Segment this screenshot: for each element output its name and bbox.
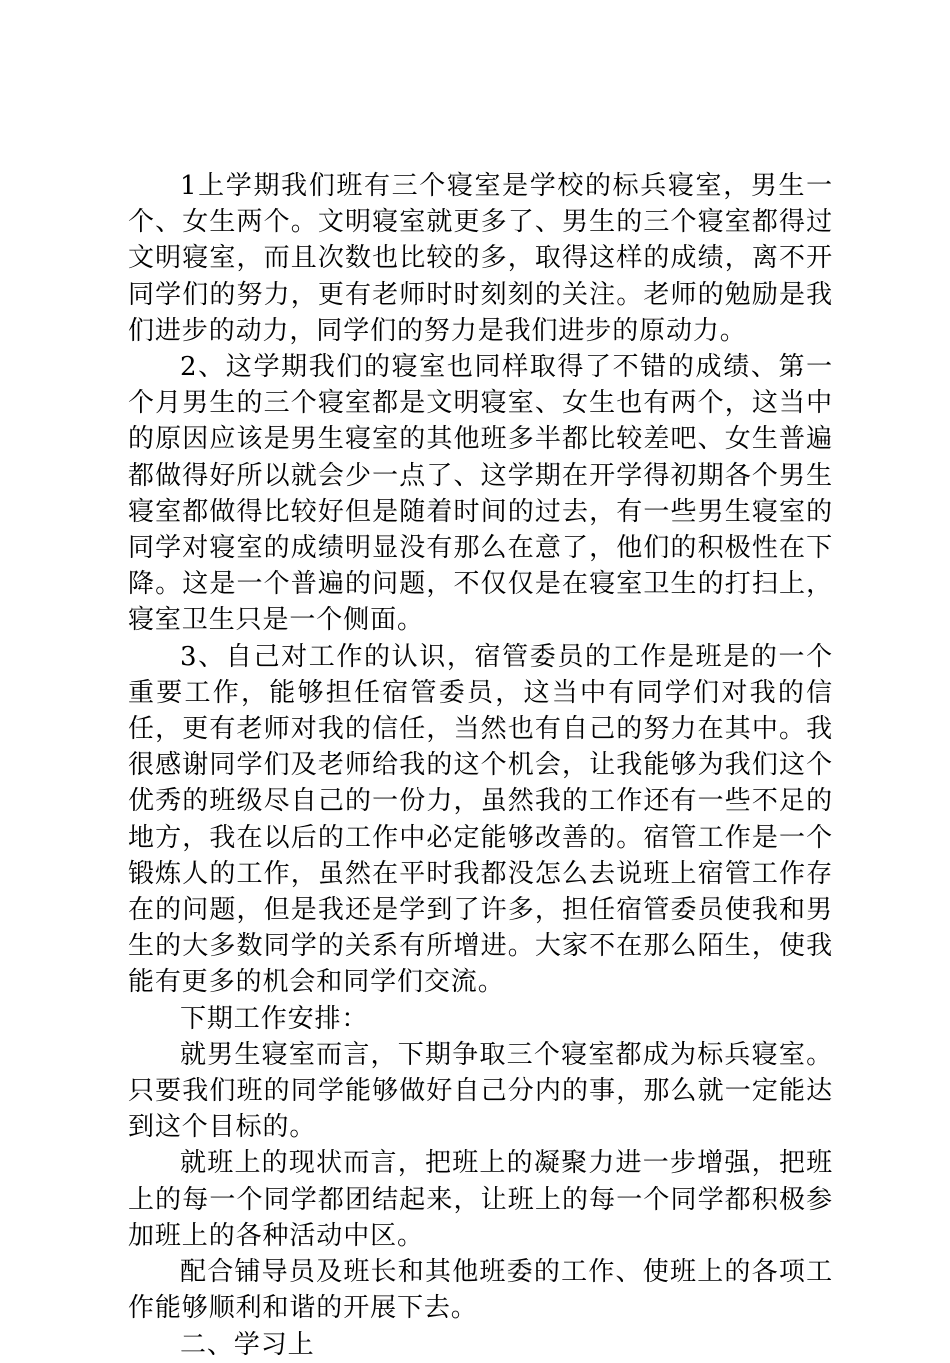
paragraph-work-reflection: 3、自己对工作的认识，宿管委员的工作是班是的一个重要工作，能够担任宿管委员，这当中有同学们对我的信任，更有老师对我的信任，当然也有自己的努力在其中。我很感谢同学们及老师给我的这个机会，让我能够为我们这个优秀的班级尽自己的一份力，虽然我的工作还有一些不足的地方，我在以后的工作中必定能够改善的。宿管工作是一个锻炼人的工作，虽然在平时我都没怎么去说班上宿管工作存在的问题，但是我还是学到了许多，担任宿管委员使我和男生的大多数同学的关系有所增进。大家不在那么陌生，使我能有更多的机会和同学们交流。 <box>128 641 833 998</box>
paragraph-cooperation: 配合铺导员及班长和其他班委的工作、使班上的各项工作能够顺利和谐的开展下去。 <box>128 1257 833 1324</box>
paragraph-dorm-goal: 就男生寝室而言，下期争取三个寝室都成为标兵寝室。只要我们班的同学能够做好自己分内的事，那么就一定能达到这个目标的。 <box>128 1039 833 1143</box>
section-heading-next-term-plan: 下期工作安排： <box>180 1003 369 1034</box>
paragraph-this-term-results: 2、这学期我们的寝室也同样取得了不错的成绩、第一个月男生的三个寝室都是文明寝室、女生也有两个，这当中的原因应该是男生寝室的其他班多半都比较差吧、女生普遍都做得好所以就会少一点了、这学期在开学得初期各个男生寝室都做得比较好但是随着时间的过去，有一些男生寝室的同学对寝室的成绩明显没有那么在意了，他们的积极性在下降。这是一个普遍的问题，不仅仅是在寝室卫生的打扫上，寝室卫生只是一个侧面。 <box>128 352 833 636</box>
section-heading-study: 二、学习上 <box>180 1329 315 1360</box>
paragraph-class-cohesion: 就班上的现状而言，把班上的凝聚力进一步增强，把班上的每一个同学都团结起来，让班上的每一个同学都积极参加班上的各种活动中区。 <box>128 1148 833 1251</box>
document-body <box>128 168 833 1363</box>
paragraph-dormitory-honors: 1上学期我们班有三个寝室是学校的标兵寝室，男生一个、女生两个。文明寝室就更多了、男生的三个寝室都得过文明寝室，而且次数也比较的多，取得这样的成绩，离不开同学们的努力，更有老师时时刻刻的关注。老师的勉励是我们进步的动力，同学们的努力是我们进步的原动力。 <box>128 171 833 346</box>
